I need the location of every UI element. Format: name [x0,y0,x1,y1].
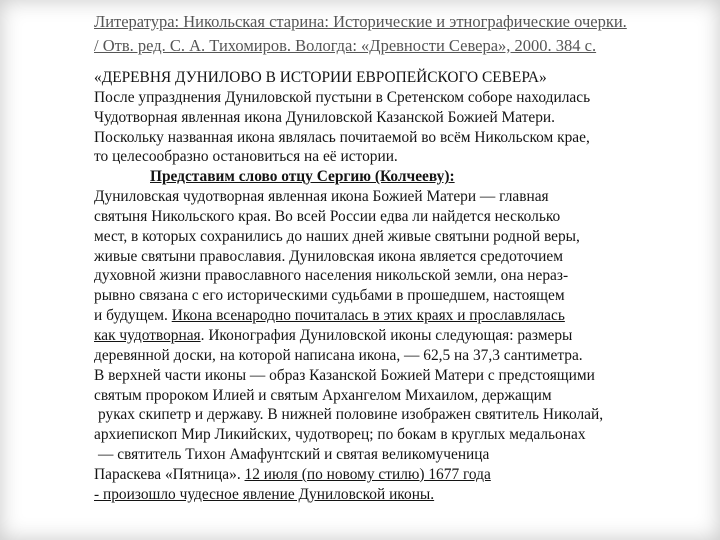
paragraph-2-line-7 [94,306,704,326]
paragraph-3-line: деревянной доски, на которой написана икона, — 62,5 на 37,3 сантиметра. [94,346,583,364]
paragraph-2-line: мест, в которых сохранились до наших дней живые святыни родной веры, [94,227,580,245]
paragraph-2-line: Дуниловская чудотворная явленная икона Божией Матери — главная [94,188,549,206]
final-line-1-date: 12 июля (по новому стилю) 1677 года [244,465,491,483]
line-7-prefix: и будущем. [94,307,172,325]
paragraph-3-line: руках скипетр и державу. В нижней половине изображен святитель Николай, [98,406,604,424]
speaker-intro-line [94,167,704,187]
citation-line-2: / Отв. ред. С. А. Тихомиров. Вологда: «Древности Севера», 2000. 384 с. [94,36,597,55]
paragraph-2-line: святыня Никольского края. Во всей России едва ли найдется несколько [94,207,561,225]
paragraph-2-line: живые святыни православия. Дуниловская икона является средоточием [94,247,563,265]
paragraph-2-line: рывно связана с его историческими судьбами в прошедшем, настоящем [94,287,565,305]
paragraph-1-line: Поскольку названная икона являлась почитаемой во всём Никольском крае, [94,128,590,146]
line-7-underlined: Икона всенародно почиталась в этих краях и прославлялась [171,307,565,325]
paragraph-1-line: После упразднения Дуниловской пустыни в Сретенском соборе находилась [94,88,591,106]
final-line-2 [94,485,704,505]
paragraph-3-line: святым пророком Илией и святым Архангелом Михаилом, держащим [94,386,552,404]
slide-content [94,10,704,505]
paragraph-3-line: архиепископ Мир Ликийских, чудотворец; по бокам в круглых медальонах [94,426,586,444]
final-line-1-prefix: Параскева «Пятница». [94,465,245,483]
article-body [94,68,704,505]
speaker-intro-text: Представим слово отцу Сергию (Колчееву): [150,168,455,186]
article-title: «ДЕРЕВНЯ ДУНИЛОВО В ИСТОРИИ ЕВРОПЕЙСКОГО СЕВЕРА» [94,69,547,86]
final-line-1 [94,465,704,485]
paragraph-1-line: Чудотворная явленная икона Дуниловской Казанской Божией Матери. [94,108,556,126]
line-8-underlined: как чудотворная [94,326,201,344]
literature-citation [94,10,704,58]
final-line-2-text: - произошло чудесное явление Дуниловской иконы. [94,485,435,503]
paragraph-2-line-8 [94,326,704,346]
paragraph-2-line: духовной жизни православного населения никольской земли, она нераз- [94,267,569,285]
paragraph-1-line: то целесообразно остановиться на её истории. [94,148,398,166]
line-8-rest: . Иконография Дуниловской иконы следующая: размеры [200,326,573,344]
paragraph-3-line: В верхней части иконы — образ Казанской Божией Матери с предстоящими [94,366,595,384]
paragraph-3-line: — святитель Тихон Амафунтский и святая великомученица [98,446,490,464]
citation-line-1: Литература: Никольская старина: Исторические и этнографические очерки. [94,12,627,31]
